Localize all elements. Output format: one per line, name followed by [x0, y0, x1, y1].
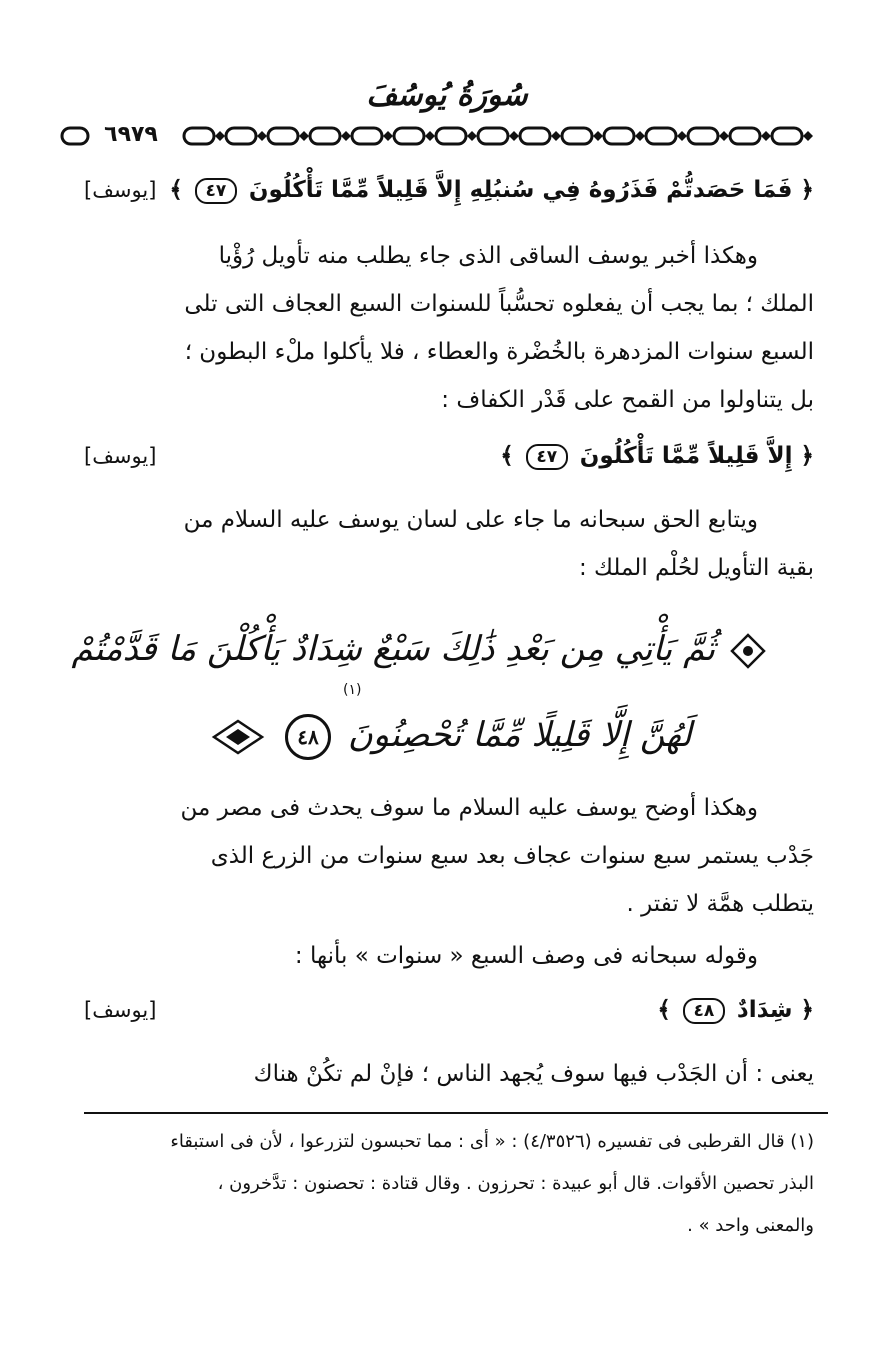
ayah-number-47: ٤٧	[526, 444, 568, 470]
paragraph-1-line-4: بل يتناولوا من القمح على قَدْر الكفاف :	[441, 387, 814, 413]
border-diamond	[383, 131, 393, 141]
close-bracket: ﴾	[500, 443, 514, 469]
verse-line-2	[84, 432, 814, 480]
border-oval	[772, 128, 802, 144]
border-diamond	[803, 131, 813, 141]
border-end-ornament	[60, 124, 90, 148]
border-oval	[688, 128, 718, 144]
ayah-number-47: ٤٧	[195, 178, 237, 204]
border-oval	[352, 128, 382, 144]
surah-reference: [يوسف]	[84, 998, 157, 1022]
paragraph-3-line-2: جَدْب يستمر سبع سنوات عجاف بعد سبع سنوات من الزرع الذى	[210, 843, 814, 869]
calligraphy-line-1	[71, 614, 770, 684]
surah-reference: [يوسف]	[84, 444, 157, 468]
paragraph-2-line-1: ويتابع الحق سبحانه ما جاء على لسان يوسف عليه السلام من	[183, 507, 758, 533]
border-diamond	[299, 131, 309, 141]
page-number: ٦٩٧٩	[104, 122, 158, 147]
ayah-number-48: ٤٨	[285, 714, 331, 760]
ornamental-border	[182, 123, 822, 149]
verse-1-body	[169, 166, 814, 214]
paragraph-1-line-3: السبع سنوات المزدهرة بالخُضْرة والعطاء ، فلا يأكلوا ملْء البطون ؛	[184, 339, 814, 365]
border-diamond	[551, 131, 561, 141]
border-diamond	[215, 131, 225, 141]
border-oval	[646, 128, 676, 144]
border-oval	[520, 128, 550, 144]
verse-line-1	[84, 166, 814, 214]
close-bracket: ﴾	[657, 997, 671, 1023]
verse-1-text: فَمَا حَصَدتُّمْ فَذَرُوهُ فِي سُنبُلِهِ إِلاَّ قَلِيلاً مِّمَّا تَأْكُلُونَ	[248, 177, 793, 203]
paragraph-4-line-1: وقوله سبحانه فى وصف السبع « سنوات » بأنها :	[294, 943, 758, 969]
border-diamond	[677, 131, 687, 141]
border-diamond	[341, 131, 351, 141]
border-oval	[184, 128, 214, 144]
border-diamond	[761, 131, 771, 141]
footnote-line-2: البذر تحصين الأقوات. قال أبو عبيدة : تحرزون . وقال قتادة : تحصنون : تدَّخرون ،	[217, 1173, 814, 1194]
paragraph-3-line-3: يتطلب همَّة لا تفتر .	[626, 891, 814, 917]
paragraph-1-line-1: وهكذا أخبر يوسف الساقى الذى جاء يطلب منه تأويل رُؤْيا	[218, 243, 758, 269]
border-diamond	[719, 131, 729, 141]
open-bracket: ﴿	[800, 177, 814, 203]
ayah-number-48: ٤٨	[683, 998, 725, 1024]
border-diamond	[425, 131, 435, 141]
border-oval	[226, 128, 256, 144]
footnote-line-3: والمعنى واحد » .	[687, 1215, 814, 1236]
verse-2-text: إِلاَّ قَلِيلاً مِّمَّا تَأْكُلُونَ	[579, 443, 793, 469]
border-oval	[730, 128, 760, 144]
open-bracket: ﴿	[800, 443, 814, 469]
border-oval	[562, 128, 592, 144]
paragraph-1-line-2: الملك ؛ بما يجب أن يفعلوه تحسُّباً للسنوات السبع العجاف التى تلى	[184, 291, 814, 317]
paragraph-3-line-1: وهكذا أوضح يوسف عليه السلام ما سوف يحدث فى مصر من	[180, 795, 758, 821]
border-diamond	[509, 131, 519, 141]
verse-3-text: شِدَادٌ	[736, 997, 793, 1023]
border-diamond	[467, 131, 477, 141]
verse-line-3	[84, 986, 814, 1034]
border-oval	[604, 128, 634, 144]
verse-end-ornament-icon	[208, 717, 268, 757]
border-diamond	[257, 131, 267, 141]
border-oval	[268, 128, 298, 144]
paragraph-2-line-2: بقية التأويل لحُلْم الملك :	[578, 555, 814, 581]
calligraphy-text-2: لَهُنَّ إِلَّا قَلِيلًا مِّمَّا تُحْصِنُونَ	[347, 715, 692, 755]
border-diamond	[593, 131, 603, 141]
border-oval	[436, 128, 466, 144]
border-oval	[394, 128, 424, 144]
verse-3-body	[657, 986, 814, 1034]
border-oval	[310, 128, 340, 144]
border-diamond	[635, 131, 645, 141]
open-bracket: ﴿	[800, 997, 814, 1023]
calligraphy-text-1: ثُمَّ يَأْتِي مِن بَعْدِ ذَٰلِكَ سَبْعٌ شِدَادٌ يَأْكُلْنَ مَا قَدَّمْتُمْ	[71, 629, 716, 669]
footnote-divider	[84, 1112, 828, 1114]
paragraph-5-line-1: يعنى : أن الجَدْب فيها سوف يُجهد الناس ؛ فإنْ لم تكُنْ هناك	[253, 1061, 814, 1087]
verse-start-ornament-icon	[726, 631, 770, 671]
footnote-line-1: (١) قال القرطبى فى تفسيره (٤/٣٥٢٦) : « أى : مما تحبسون لتزرعوا ، لأن فى استبقاء	[170, 1131, 814, 1152]
close-bracket: ﴾	[169, 177, 183, 203]
surah-title: سُورَةُ يُوسُفَ	[366, 78, 528, 113]
border-oval	[478, 128, 508, 144]
footnote-marker: (١)	[343, 682, 362, 698]
verse-2-body	[500, 432, 814, 480]
surah-reference: [يوسف]	[84, 178, 157, 202]
calligraphy-line-2	[130, 700, 770, 770]
